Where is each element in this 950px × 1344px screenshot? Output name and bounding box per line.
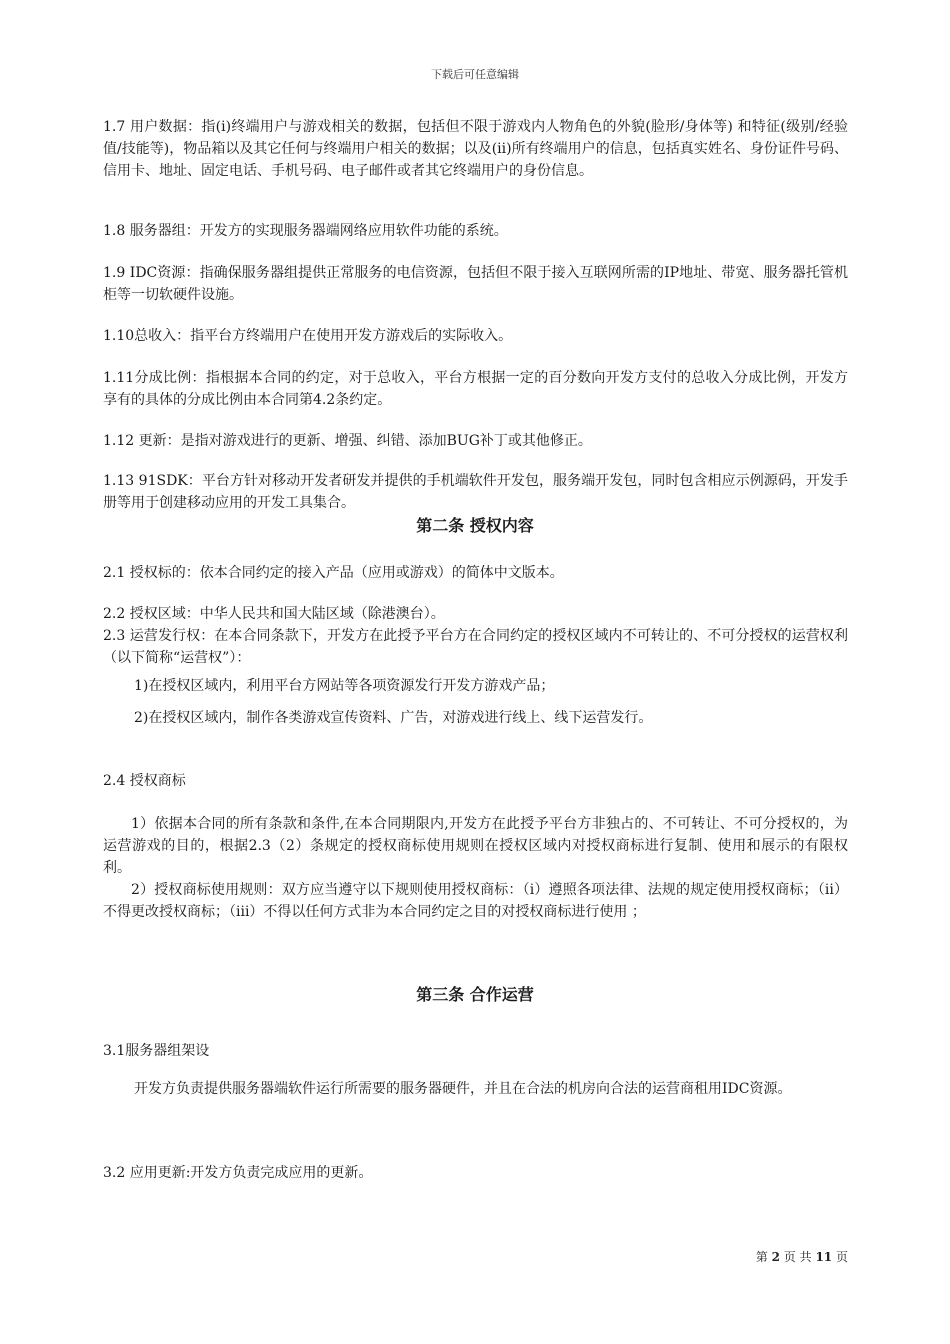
- clause-2-3-item-1: 1)在授权区域内，利用平台方网站等各项资源发行开发方游戏产品；: [134, 678, 555, 694]
- current-page: 2: [771, 1250, 780, 1264]
- clause-3-2: 3.2 应用更新:开发方负责完成应用的更新。: [103, 1165, 373, 1181]
- clause-1-9: 1.9 IDC资源：指确保服务器组提供正常服务的电信资源，包括但不限于接入互联网所需的IP地址、带宽、服务器托管机柜等一切软硬件设施。: [103, 265, 848, 303]
- clause-2-1: 2.1 授权标的：依本合同约定的接入产品（应用或游戏）的简体中文版本。: [103, 565, 564, 581]
- page-number-mid: 页 共: [783, 1250, 812, 1264]
- clause-1-13: 1.13 91SDK：平台方针对移动开发者研发并提供的手机端软件开发包，服务端开发包，同时包含相应示例源码，开发手册等用于创建移动应用的开发工具集合。: [103, 473, 848, 511]
- clause-1-10: 1.10总收入：指平台方终端用户在使用开发方游戏后的实际收入。: [103, 328, 513, 344]
- clause-1-8: 1.8 服务器组：开发方的实现服务器端网络应用软件功能的系统。: [103, 223, 508, 239]
- clause-2-3: 2.3 运营发行权：在本合同条款下，开发方在此授予平台方在合同约定的授权区域内不可转让的、不可分授权的运营权利（以下简称“运营权”）：: [103, 628, 848, 666]
- clause-2-4: 2.4 授权商标: [103, 773, 186, 789]
- section-heading-3: 第三条 合作运营: [416, 985, 534, 1004]
- total-pages: 11: [815, 1250, 833, 1264]
- clause-2-2: 2.2 授权区域：中华人民共和国大陆区域（除港澳台）。: [103, 606, 445, 622]
- clause-1-12: 1.12 更新：是指对游戏进行的更新、增强、纠错、添加BUG补丁或其他修正。: [103, 433, 592, 449]
- clause-1-7: 1.7 用户数据：指(i)终端用户与游戏相关的数据，包括但不限于游戏内人物角色的外貌(脸形/身体等) 和特征(级别/经验值/技能等)，物品箱以及其它任何与终端用户相关的数据；以及(ii)所有终端用户的信息，包括真实姓名、身份证件号码、信用卡、地址、固定电话、手机号码、电子邮件或者其它终端用户的身份信息。: [103, 119, 848, 179]
- clause-2-3-item-2: 2)在授权区域内，制作各类游戏宣传资料、广告，对游戏进行线上、线下运营发行。: [134, 710, 653, 726]
- page-number-suffix: 页: [835, 1250, 848, 1264]
- page-number: [756, 1248, 848, 1265]
- clause-2-4-item-1: 1）依据本合同的所有条款和条件,在本合同期限内,开发方在此授予平台方非独占的、不可转让、不可分授权的，为运营游戏的目的，根据2.3（2）条规定的授权商标使用规则在授权区域内对授权商标进行复制、使用和展示的有限权利。: [103, 816, 848, 876]
- section-heading-2: 第二条 授权内容: [416, 516, 534, 535]
- page-number-prefix: 第: [755, 1250, 768, 1264]
- clause-2-4-item-2: 2）授权商标使用规则：双方应当遵守以下规则使用授权商标：（i）遵照各项法律、法规的规定使用授权商标；（ii）不得更改授权商标；（iii）不得以任何方式非为本合同约定之目的对授权商标进行使用 ；: [103, 882, 848, 920]
- clause-3-1: 3.1服务器组架设: [103, 1043, 210, 1059]
- clause-3-1-body: 开发方负责提供服务器端软件运行所需要的服务器硬件，并且在合法的机房向合法的运营商租用IDC资源。: [134, 1081, 792, 1097]
- page-header: 下载后可任意编辑: [431, 68, 519, 81]
- clause-1-11: 1.11分成比例：指根据本合同的约定，对于总收入，平台方根据一定的百分数向开发方支付的总收入分成比例，开发方享有的具体的分成比例由本合同第4.2条约定。: [103, 370, 848, 408]
